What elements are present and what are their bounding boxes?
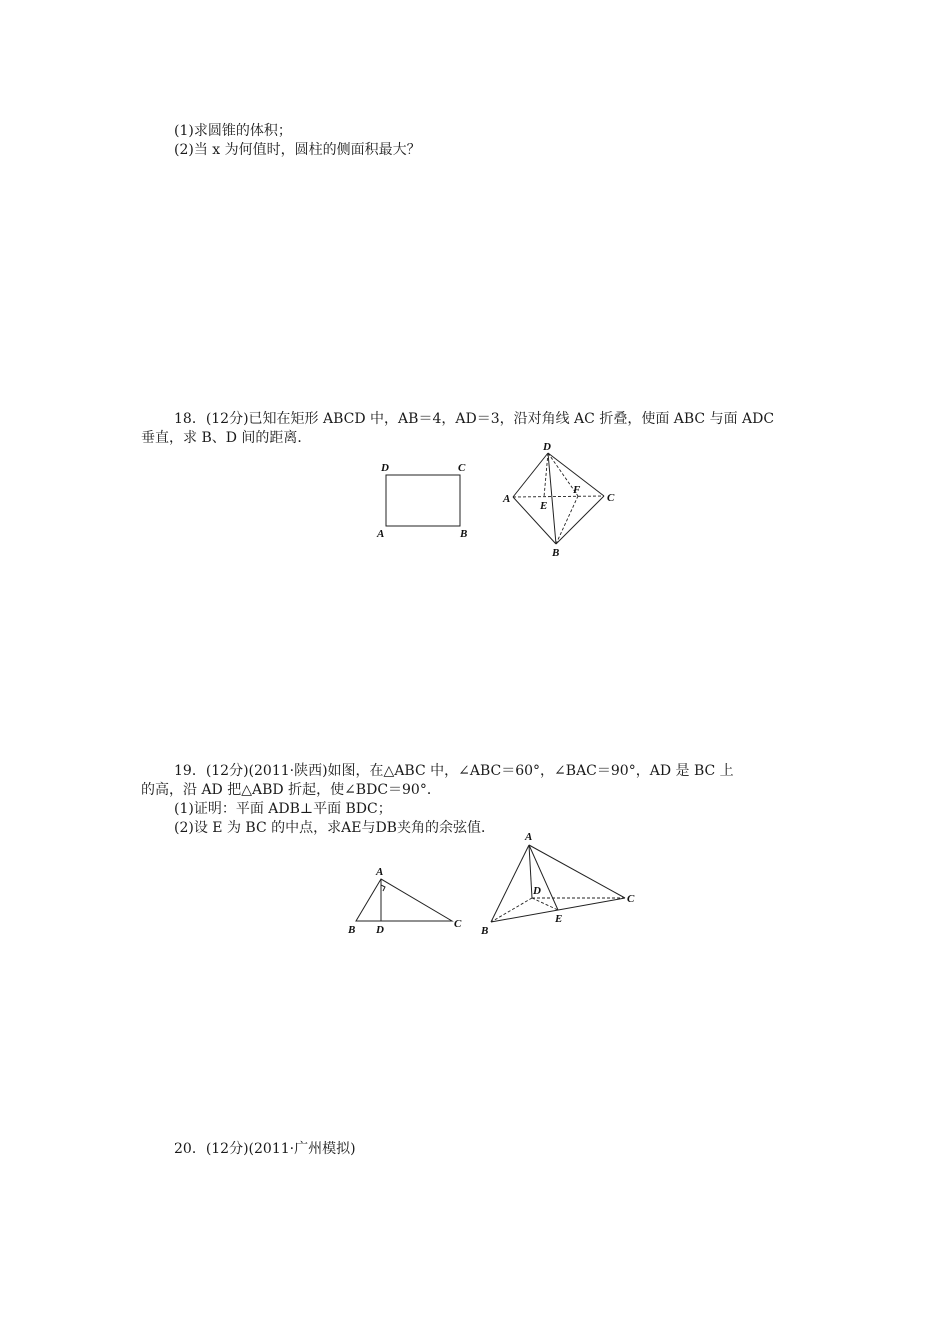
label-A: A xyxy=(525,831,533,843)
label-E: E xyxy=(540,500,548,512)
label-D: D xyxy=(543,441,551,453)
label-C: C xyxy=(627,893,635,905)
label-F: F xyxy=(573,484,581,496)
problem19-figure-folded xyxy=(476,828,646,940)
label-E: E xyxy=(555,913,563,925)
label-B: B xyxy=(552,547,560,559)
edge-AB xyxy=(513,497,556,544)
problem17-part1: (1)求圆锥的体积； xyxy=(174,123,292,139)
problem20-statement-line1: 20．(12分)(2011·广州模拟) xyxy=(174,1141,356,1157)
triangle-abc xyxy=(356,879,452,921)
label-B: B xyxy=(460,528,468,540)
label-D: D xyxy=(376,924,384,936)
problem17-part2: (2)当 x 为何值时，圆柱的侧面积最大？ xyxy=(174,142,421,158)
problem18-figure-rectangle xyxy=(372,458,472,546)
problem18-statement-line1: 18．(12分)已知在矩形 ABCD 中，AB＝4，AD＝3，沿对角线 AC 折叠，使面 ABC 与面 ADC xyxy=(174,411,775,427)
problem18-statement-line2: 垂直，求 B、D 间的距离． xyxy=(141,430,312,446)
label-C: C xyxy=(454,918,462,930)
problem19-part1: (1)证明：平面 ADB⊥平面 BDC； xyxy=(174,801,392,817)
problem19-figure-triangle xyxy=(344,862,468,940)
edge-DB xyxy=(548,453,556,544)
right-angle-mark xyxy=(381,885,385,891)
problem18-figure-folded xyxy=(498,440,628,562)
label-D: D xyxy=(533,885,541,897)
segment-BF xyxy=(556,496,578,544)
segment-DE xyxy=(544,453,548,497)
edge-AE xyxy=(529,845,558,910)
label-A: A xyxy=(376,866,384,878)
label-A: A xyxy=(377,528,385,540)
label-C: C xyxy=(607,492,615,504)
label-B: B xyxy=(481,925,489,937)
label-C: C xyxy=(458,462,466,474)
label-B: B xyxy=(348,924,356,936)
edge-BC xyxy=(556,496,604,544)
problem19-statement-line1: 19．(12分)(2011·陕西)如图，在△ABC 中，∠ABC＝60°，∠BAC＝90°，AD 是 BC 上 xyxy=(174,763,734,779)
diagonal-AC xyxy=(513,496,604,497)
label-D: D xyxy=(381,462,389,474)
label-A: A xyxy=(503,493,511,505)
segment-DE xyxy=(532,898,558,910)
edge-AD xyxy=(513,453,548,497)
edge-AD xyxy=(529,845,532,898)
rectangle-abcd xyxy=(386,475,460,526)
problem19-part2: (2)设 E 为 BC 的中点，求AE与DB夹角的余弦值． xyxy=(174,820,495,836)
edge-AC xyxy=(529,845,625,898)
problem19-statement-line2: 的高，沿 AD 把△ABD 折起，使∠BDC＝90°． xyxy=(141,782,441,798)
